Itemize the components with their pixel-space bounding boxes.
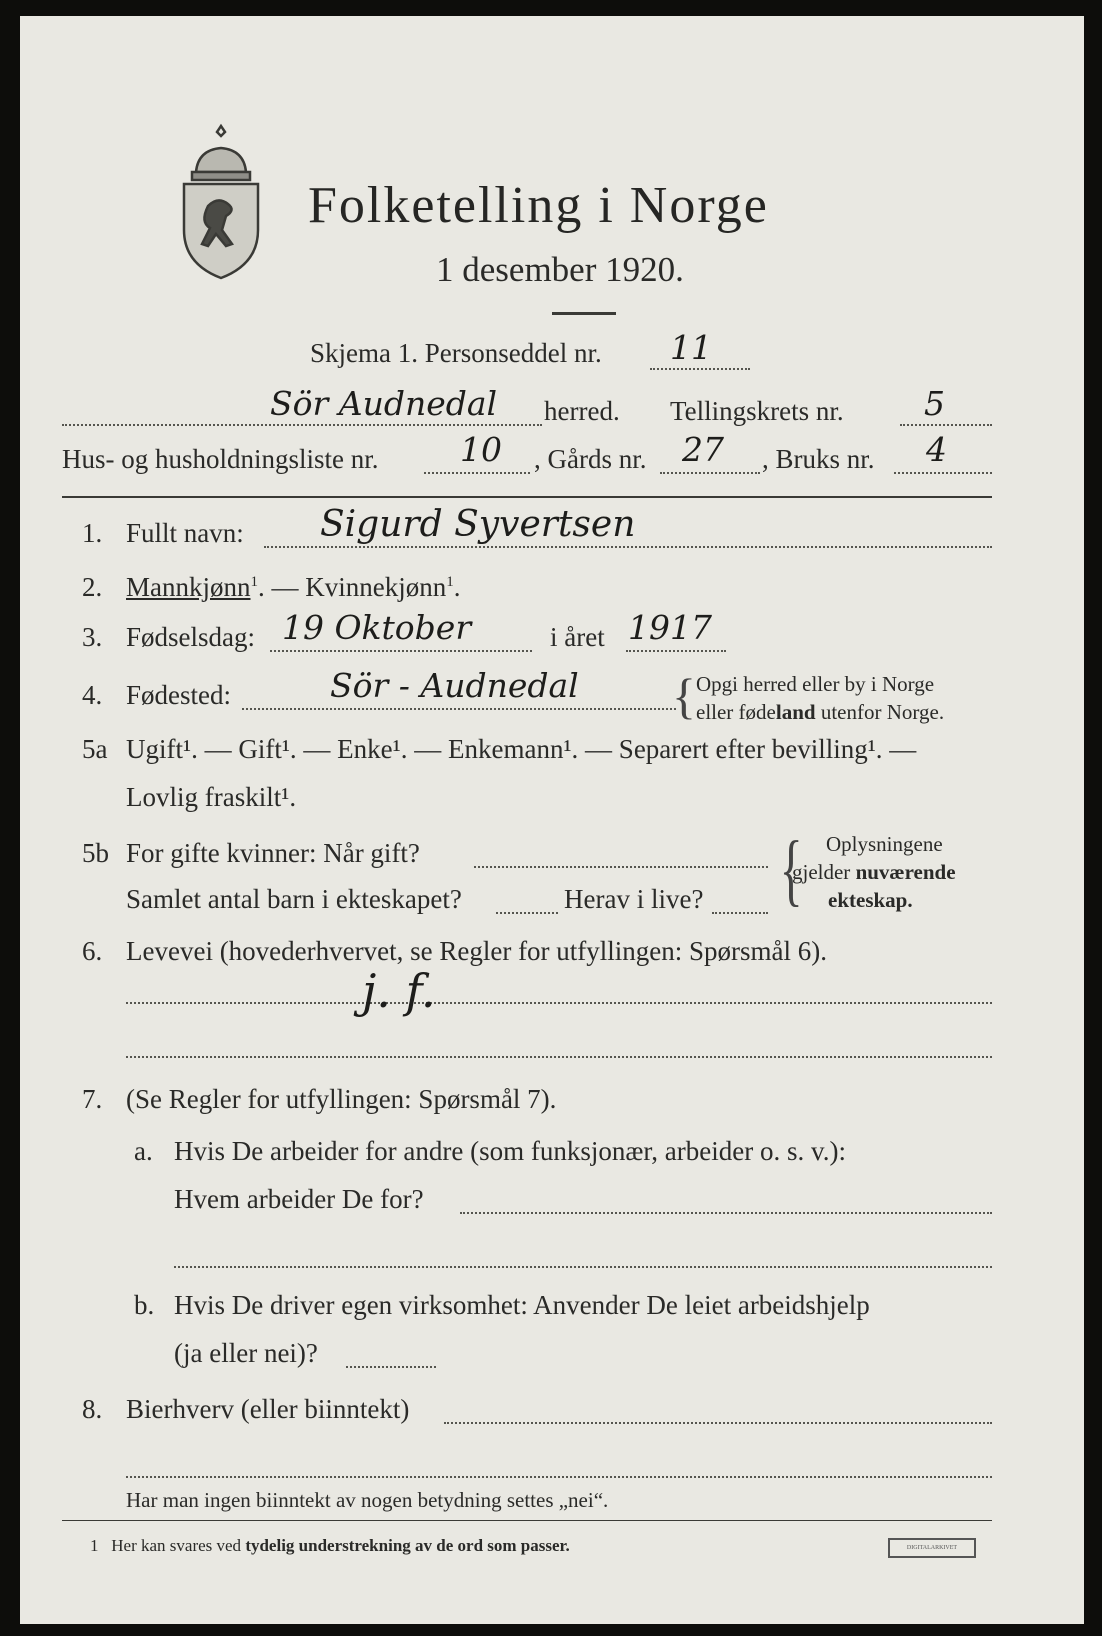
form-title: Folketelling i Norge [308,177,769,234]
q5b-alive-label: Herav i live? [564,884,704,914]
q7b-line [346,1366,436,1368]
q7b-number: b. [134,1290,155,1320]
census-form-page [20,16,1084,1624]
coat-of-arms-icon [178,120,264,282]
hus-label: Hus- og husholdningsliste nr. [62,444,379,474]
q2-number: 2. [82,572,103,602]
marital-status-options: Ugift¹. — Gift¹. — Enke¹. — Enkemann¹. — Separert efter bevilling¹. — [126,734,917,764]
q6-number: 6. [82,936,103,966]
herred-value: Sör Audnedal [270,384,498,423]
q3-number: 3. [82,622,103,652]
hus-line [424,472,530,474]
q8-line-1 [444,1422,992,1424]
q4-note-line2: eller fødeland utenfor Norge. [696,700,945,724]
herred-label: herred. [544,396,620,426]
title-rule [552,312,616,315]
q6-label: Levevei (hovederhvervet, se Regler for utfyllingen: Spørsmål 6). [126,936,828,966]
tellingskrets-label: Tellingskrets nr. [670,396,844,426]
q3-year-line [626,650,726,652]
year-label: i året [550,622,605,652]
schema-label: Skjema 1. Personseddel nr. [310,338,602,368]
birthplace-value: Sör - Audnedal [330,666,579,705]
q8-label: Bierhverv (eller biinntekt) [126,1394,410,1424]
q3-day-line [270,650,532,652]
q4-label: Fødested: [126,680,231,710]
marital-status-options-2: Lovlig fraskilt¹. [126,782,297,812]
birth-year-value: 1917 [628,608,712,647]
q6-line-2 [126,1056,992,1058]
q5a-number: 5a [82,734,108,764]
q6-line-1 [126,1002,992,1004]
q2-options: Mannkjønn$^1$. — Kvinnekjønn$^1$. [126,572,461,602]
no-income-note: Har man ingen biinntekt av nogen betydning settes „nei“. [126,1488,609,1512]
q1-line [264,546,992,548]
q8-line-2 [126,1476,992,1478]
q7a-employer-label: Hvem arbeider De for? [174,1184,424,1214]
q5b-when-married-label: For gifte kvinner: Når gift? [126,838,420,868]
q1-number: 1. [82,518,103,548]
census-date: 1 desember 1920. [436,250,684,289]
gards-label: , Gårds nr. [534,444,647,474]
q5b-when-line [474,866,768,868]
q4-brace: { [672,668,696,724]
q7b-label: Hvis De driver egen virksomhet: Anvender De leiet arbeidshjelp [174,1290,870,1320]
hus-value: 10 [460,430,502,469]
q7-number: 7. [82,1084,103,1114]
q3-label: Fødselsdag: [126,622,256,652]
header-divider [62,496,992,498]
personseddel-nr-value: 11 [670,328,712,367]
footnote-divider [62,1520,992,1521]
q1-label: Fullt navn: [126,518,244,548]
q4-number: 4. [82,680,103,710]
q5b-note-line2: gjelder nuværende [792,860,956,884]
q7a-employer-line [460,1212,992,1214]
q5b-children-line [496,912,558,914]
option-male: Mannkjønn [126,572,251,602]
q4-line [242,708,676,710]
q8-number: 8. [82,1394,103,1424]
bruks-line [894,472,992,474]
q5b-alive-line [712,912,768,914]
q5b-number: 5b [82,838,109,868]
birthday-value: 19 Oktober [282,608,472,647]
occupation-value: j. f. [362,964,436,1018]
q5b-note-line1: Oplysningene [826,832,943,856]
q7a-label: Hvis De arbeider for andre (som funksjonær, arbeider o. s. v.): [174,1136,846,1166]
gards-line [660,472,760,474]
q7-label: (Se Regler for utfyllingen: Spørsmål 7). [126,1084,557,1114]
personseddel-line [650,368,750,370]
herred-line [62,424,542,426]
q5b-brace: { [779,826,803,914]
bruks-label: , Bruks nr. [762,444,875,474]
gards-value: 27 [682,430,724,469]
option-female: Kvinnekjønn [305,572,447,602]
q5b-note-line3: ekteskap. [828,888,913,912]
full-name-value: Sigurd Syvertsen [320,504,636,545]
q7a-line-2 [174,1266,992,1268]
footnote: 1 Her kan svares ved tydelig understrekning av de ord som passer. [90,1536,570,1555]
bruks-value: 4 [926,430,947,469]
q4-note-line1: Opgi herred eller by i Norge [696,672,935,696]
tellingskrets-line [900,424,992,426]
archive-stamp: DIGITALARKIVET [888,1538,976,1558]
q7b-yesno-label: (ja eller nei)? [174,1338,318,1368]
q5b-children-label: Samlet antal barn i ekteskapet? [126,884,462,914]
tellingskrets-value: 5 [924,384,945,423]
q7a-number: a. [134,1136,153,1166]
